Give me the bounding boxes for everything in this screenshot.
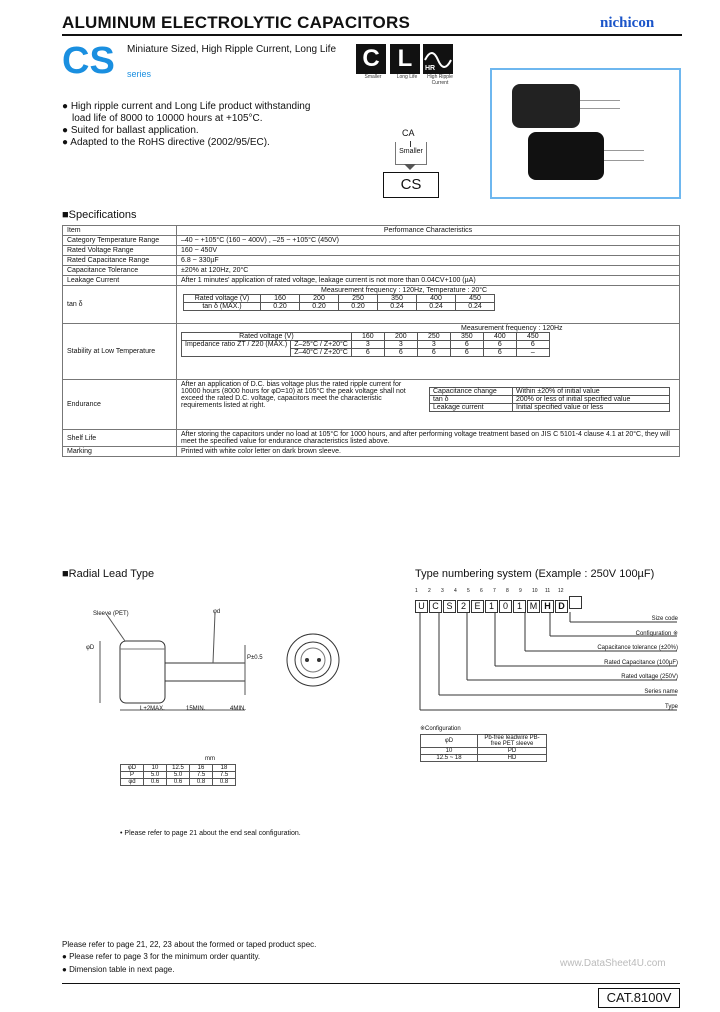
table-row: Item Performance Characteristics [63,226,680,236]
dimension-table [120,764,236,786]
feature-item: load life of 8000 to 10000 hours at +105°C. [72,113,263,124]
brand-logo: nichicon [600,15,655,31]
radial-lead-drawing [85,605,275,720]
footer-note-2: ● Please refer to page 3 for the minimum order quantity. [62,952,261,961]
table-row: φD Pb-free leadwire PB-free PET sleeve [421,735,547,748]
feature-item: ● Suited for ballast application. [62,125,199,136]
table-row: Capacitance Tolerance ±20% at 120Hz, 20°C [63,266,680,276]
position-numbers: 1 2 3 4 5 6 7 8 9 10 11 12 [415,588,564,594]
endurance-table: Capacitance change Within ±20% of initial value tan δ 200% or less of initial specified value Leakage current Initial specified value or less [429,387,670,412]
table-row: 12.5 ~ 18 HD [421,755,547,762]
badge-long-life: L Long Life [390,44,424,80]
stability-table: Rated voltage (V) 160 200 250 350 400 450 Impedance ratio ZT / Z20 (MAX.) Z–25°C / Z+20°C 3 3 3 6 6 6 Z–40°C / Z+20°C 6 6 6 6 6 – [181,332,550,357]
flow-top: CA [402,128,415,138]
table-row: Stability at Low Temperature Measurement frequency : 120Hz Rated voltage (V) 160 200 250 350 400 450 Impedance ratio ZT / Z20 (MAX.) Z–25°C / Z+20°C 3 3 3 6 6 6 Z–40°C / Z+20°C 6 6 6 6 6 – [63,324,680,380]
table-row: Shelf Life After storing the capacitors under no load at 105°C for 1000 hours, and after performing voltage treatment based on JIS C 5101-4 clause 4.1 at 20°C, they will meet the specified value for endurance characteristics listed above. [63,430,680,447]
table-row: Rated Capacitance Range 6.8 ~ 330µF [63,256,680,266]
radial-lead-heading: ■Radial Lead Type [62,568,155,580]
specifications-heading: ■Specifications [62,209,137,221]
footer-note-3: ● Dimension table in next page. [62,965,175,974]
table-row: Category Temperature Range –40 ~ +105°C (160 ~ 400V) , –25 ~ +105°C (450V) [63,236,680,246]
tan-delta-table: Rated voltage (V) 160 200 250 350 400 450 tan δ (MAX.) 0.20 0.20 0.20 0.24 0.24 0.24 [183,294,495,311]
header-rule [62,34,682,36]
feature-item: ● High ripple current and Long Life product withstanding [62,101,311,112]
end-seal-note: • Please refer to page 21 about the end seal configuration. [120,830,301,837]
series-label: series [127,69,152,79]
long-life-icon: L [390,44,420,74]
type-code-boxes: U C S 2 E 1 0 1 M H D [415,596,583,614]
footer-note-1: Please refer to page 21, 22, 23 about the formed or taped product spec. [62,940,317,949]
badge-smaller: C Smaller [356,44,390,80]
badge-high-ripple: HR High Ripple Current [423,44,457,86]
feature-item: ● Adapted to the RoHS directive (2002/95/EC). [62,137,270,148]
catalog-number: CAT.8100V [598,988,680,1008]
table-row: Leakage Current After 1 minutes' application of rated voltage, leakage current is not more than 0.04CV+100 (µA) [63,276,680,286]
table-row: φd 0.6 0.6 0.8 0.8 [121,779,236,786]
capacitor-image-2 [528,132,604,180]
feature-list [62,101,310,149]
table-row: Endurance After an application of D.C. bias voltage plus the rated ripple current for 10000 hours (8000 hours for φD=10) at 105°C the peak voltage shall not exceed the rated D.C. voltage, capacitors meet the characteristic requirements listed at right. Capacitance change Within ±20% of initial value tan δ 200% or less of initial specified value Leakage current Initial specified value or less [63,380,680,430]
watermark: www.DataSheet4U.com [560,958,666,969]
page-title: ALUMINUM ELECTROLYTIC CAPACITORS [62,13,410,32]
configuration-table [420,734,547,762]
series-code: CS [62,40,115,82]
footer-rule [62,983,680,984]
table-row: 10 PD [421,748,547,755]
table-row: Marking Printed with white color letter on dark brown sleeve. [63,447,680,457]
series-subtitle: Miniature Sized, High Ripple Current, Long Life [127,44,336,55]
high-ripple-icon: HR [423,44,453,74]
spec-table [62,225,680,457]
end-seal-drawing [283,630,343,690]
flow-middle: Smaller [395,142,427,165]
type-numbering-heading: Type numbering system (Example : 250V 100µF) [415,568,655,580]
configuration-title: ※Configuration [420,726,461,732]
product-photo [490,68,681,199]
table-row: Rated Voltage Range 160 ~ 450V [63,246,680,256]
table-row: P 5.0 5.0 7.5 7.5 [121,772,236,779]
capacitor-image-1 [512,84,580,128]
smaller-icon: C [356,44,386,74]
flow-bottom: CS [383,172,439,198]
table-row: tan δ Measurement frequency : 120Hz, Temperature : 20°C Rated voltage (V) 160 200 250 350 400 450 tan δ (MAX.) 0.20 0.20 0.20 0.24 0.24 0.24 [63,286,680,324]
table-row: φD 10 12.5 16 18 [121,765,236,772]
